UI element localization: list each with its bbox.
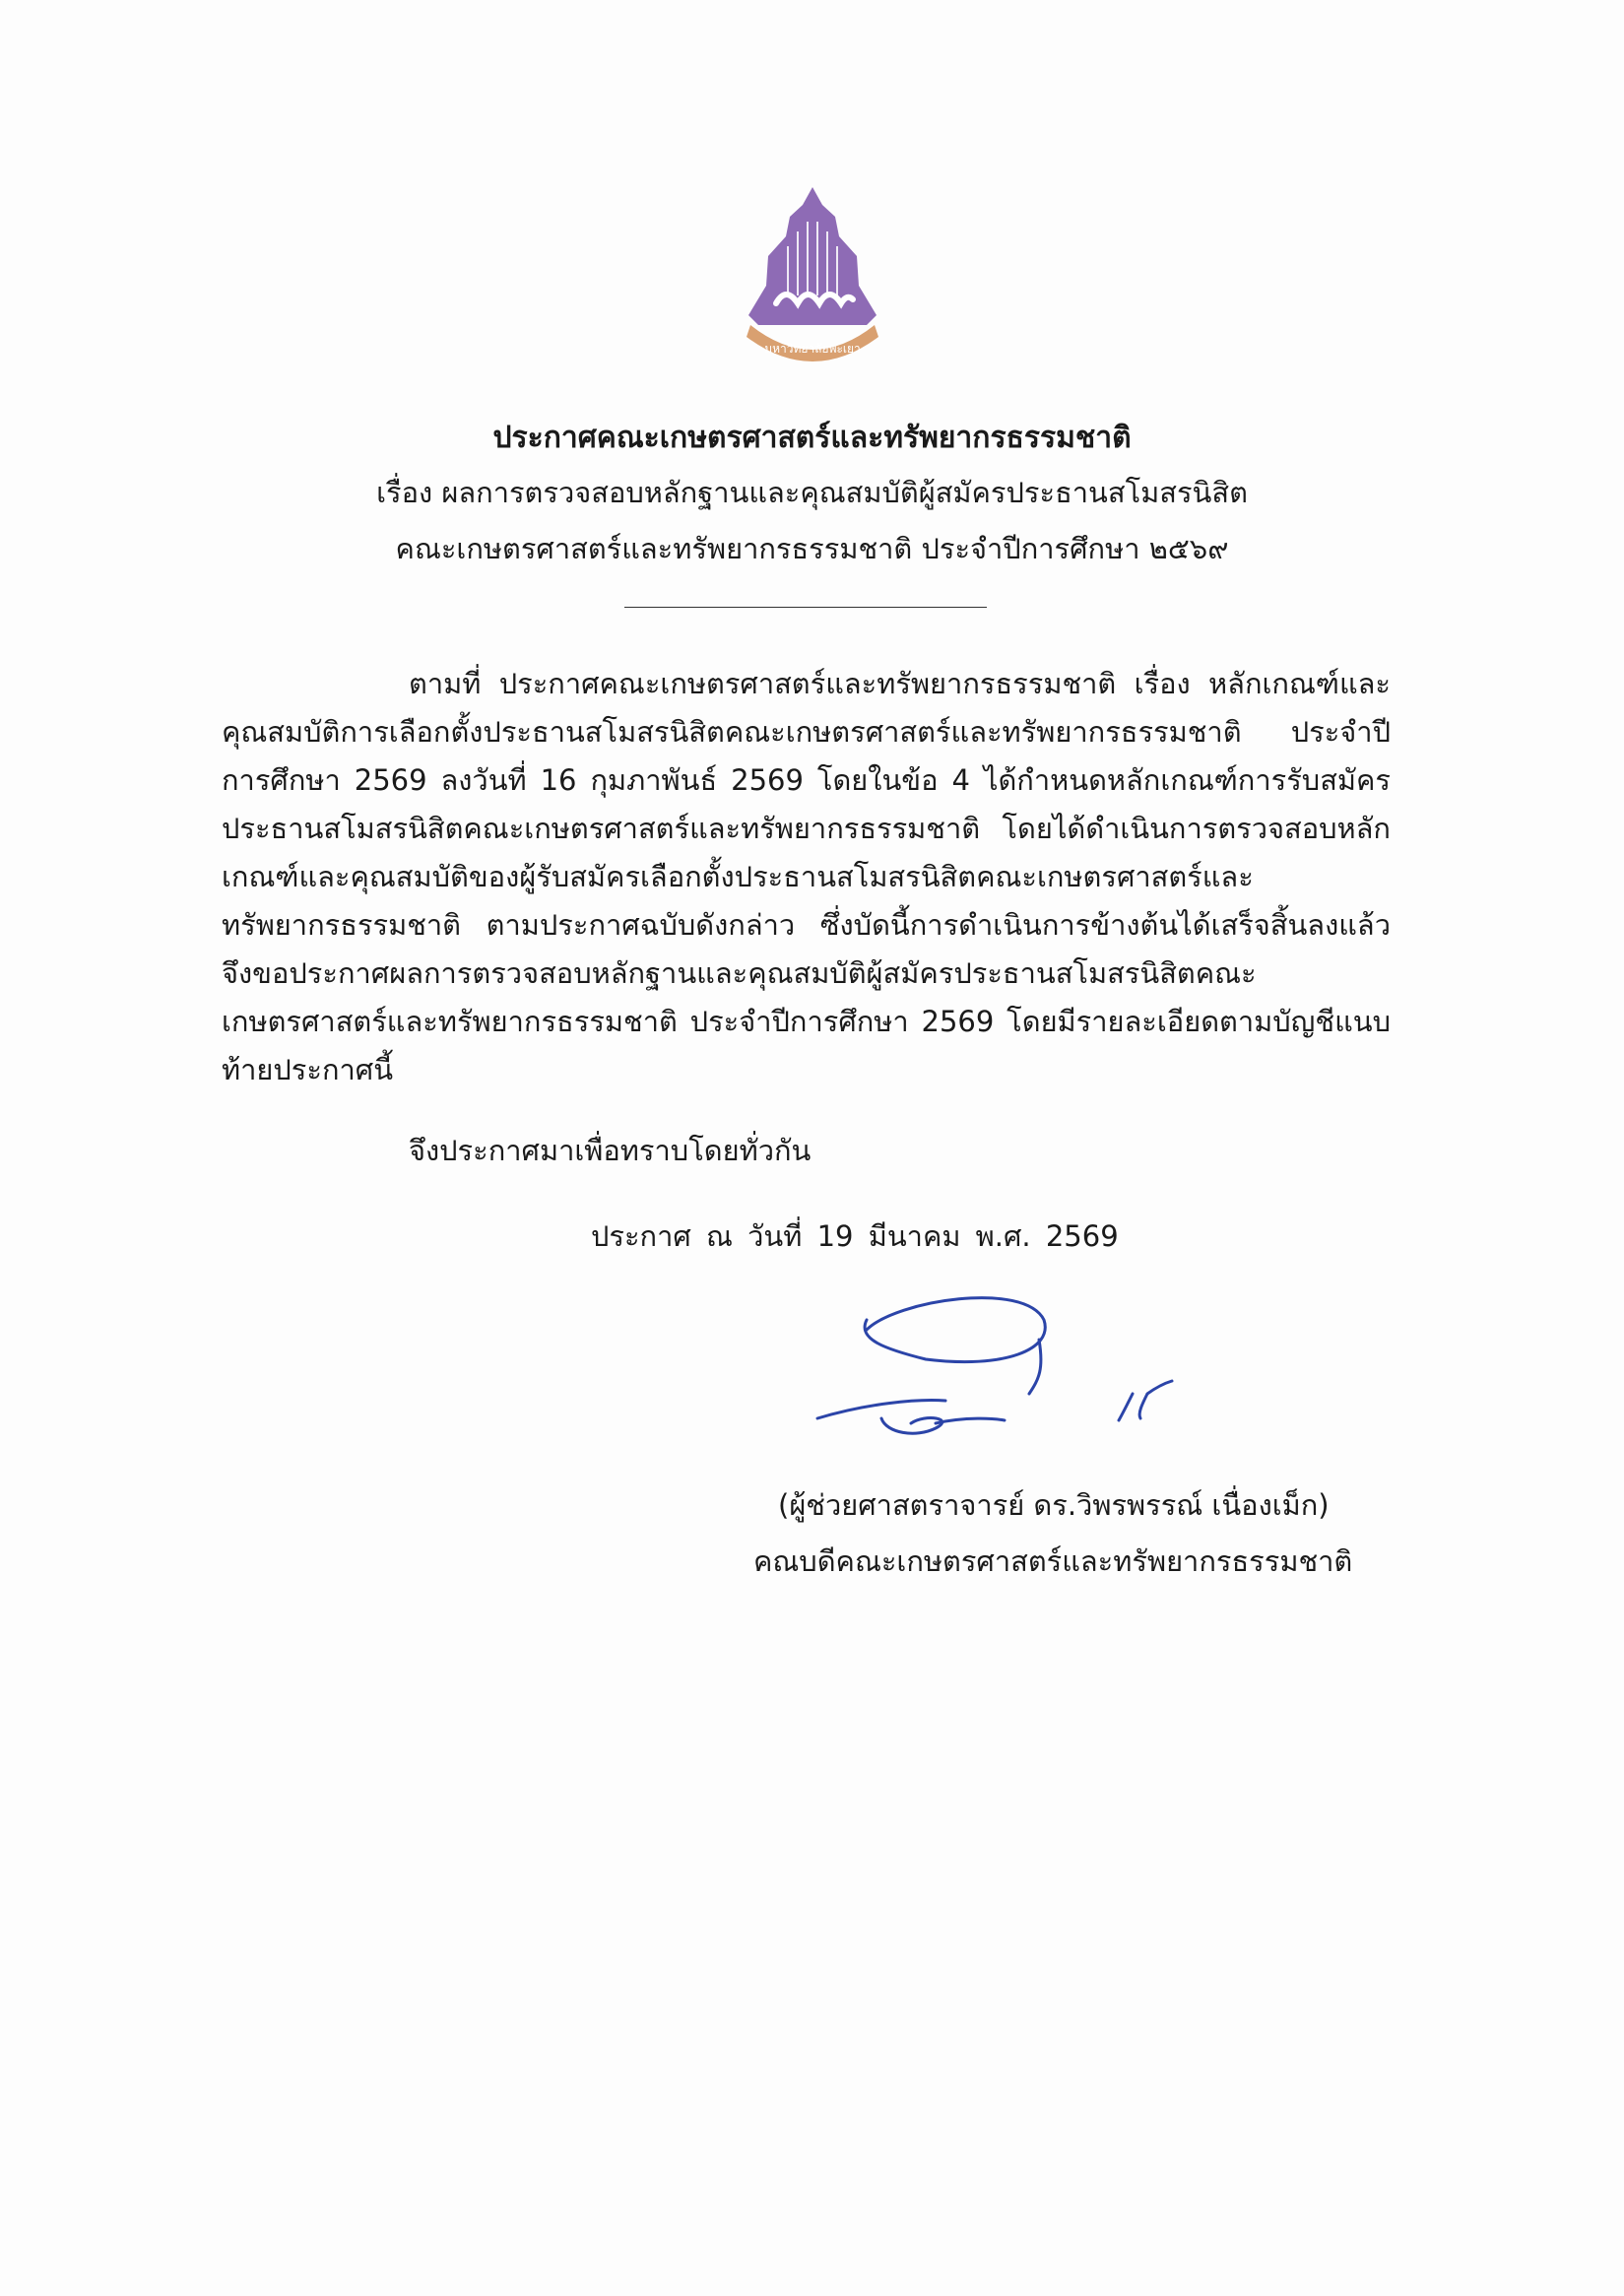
signer-name: (ผู้ช่วยศาสตราจารย์ ดร.วิพรพรรณ์ เนื่องเม็ก) [778,1488,1330,1522]
announcement-title: ประกาศคณะเกษตรศาสตร์และทรัพยากรธรรมชาติ [492,421,1132,455]
announcement-subject-line1: เรื่อง ผลการตรวจสอบหลักฐานและคุณสมบัติผู้สมัครประธานสโมสรนิสิต [376,476,1248,509]
announcement-date: ประกาศ ณ วันที่ 19 มีนาคม พ.ศ. 2569 [591,1219,1119,1253]
handwritten-signature [808,1280,1221,1458]
announcement-body: ตามที่ ประกาศคณะเกษตรศาสตร์และทรัพยากรธรรมชาติ เรื่อง หลักเกณฑ์และคุณสมบัติการเลือกตั้งประธานสโมสรนิสิตคณะเกษตรศาสตร์และทรัพยากรธรรมชาติ ประจำปีการศึกษา 2569 ลงวันที่ 16 กุมภาพันธ์ 2569 โดยในข้อ 4 ได้กำหนดหลักเกณฑ์การรับสมัครประธานสโมสรนิสิตคณะเกษตรศาสตร์และทรัพยากรธรรมชาติ โดยได้ดำเนินการตรวจสอบหลักเกณฑ์และคุณสมบัติของผู้รับสมัครเลือกตั้งประธานสโมสรนิสิตคณะเกษตรศาสตร์และทรัพยากรธรรมชาติ ตามประกาศฉบับดังกล่าว ซึ่งบัดนี้การดำเนินการข้างต้นได้เสร็จสิ้นลงแล้ว จึงขอประกาศผลการตรวจสอบหลักฐานและคุณสมบัติผู้สมัครประธานสโมสรนิสิตคณะเกษตรศาสตร์และทรัพยากรธรรมชาติ ประจำปีการศึกษา 2569 โดยมีรายละเอียดตามบัญชีแนบท้ายประกาศนี้ [222,667,1391,1086]
announcement-closing: จึงประกาศมาเพื่อทราบโดยทั่วกัน [409,1134,812,1167]
title-divider [624,607,987,608]
logo-ribbon-text: มหาวิทยาลัยพะเยา [764,342,861,356]
announcement-subject-line2: คณะเกษตรศาสตร์และทรัพยากรธรรมชาติ ประจำปีการศึกษา ๒๕๖๙ [395,532,1229,565]
signer-position: คณบดีคณะเกษตรศาสตร์และทรัพยากรธรรมชาติ [753,1544,1353,1578]
university-logo [729,177,896,374]
